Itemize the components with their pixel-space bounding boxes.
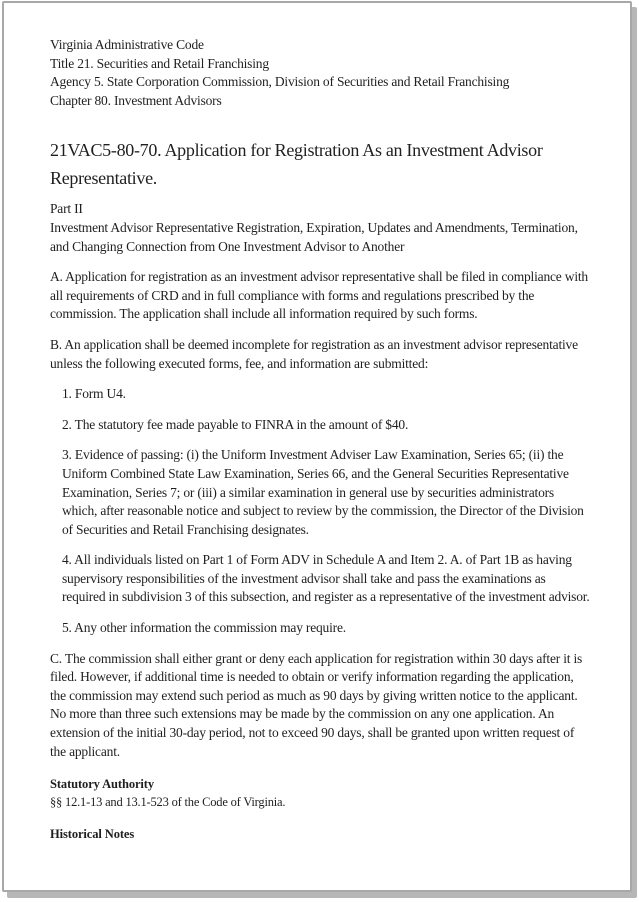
list-item-4: 4. All individuals listed on Part 1 of Form ADV in Schedule A and Item 2. A. of Part 1B as having supervisory responsibilities of the investment advisor shall take and pass the examinations as required in subdivision 3 of this subsection, and register as a representative of the investment advisor. [62,552,590,605]
header-line-chapter: Chapter 80. Investment Advisors [50,92,222,108]
header-line-code: Virginia Administrative Code [50,37,204,52]
part-description: Investment Advisor Representative Registration, Expiration, Updates and Amendments, Termination, and Changing Connection from One Investment Advisor to Another [50,219,578,254]
list-item-1: 1. Form U4. [62,386,126,402]
statutory-authority-citation: §§ 12.1-13 and 13.1-523 of the Code of Virginia. [50,795,286,810]
paragraph-a: A. Application for registration as an investment advisor representative shall be filed in compliance with all requirements of CRD and in full compliance with forms and regulations prescribed by the commission. The application shall include all information required by such forms. [50,269,588,322]
paragraph-b: B. An application shall be deemed incomplete for registration as an investment advisor representative unless the following executed forms, fee, and information are submitted: [50,336,578,371]
statutory-authority-heading: Statutory Authority [50,777,155,792]
section-title: 21VAC5-80-70. Application for Registration As an Investment Advisor Representative. [50,140,543,189]
requirements-list [62,385,590,638]
list-item-3: 3. Evidence of passing: (i) the Uniform Investment Adviser Law Examination, Series 65; (ii) the Uniform Combined State Law Examination, Series 66, and the General Securities Representative Examination, Series 7; or (iii) a similar examination in general use by securities administrators which, after reasonable notice and subject to review by the commission, the Director of the Division of Securities and Retail Franchising designates. [62,447,584,537]
list-item-5: 5. Any other information the commission may require. [62,620,346,636]
header-line-agency: Agency 5. State Corporation Commission, Division of Securities and Retail Franchising [50,74,510,90]
part-block [50,200,590,256]
historical-notes-heading: Historical Notes [50,827,135,842]
paragraph-c: C. The commission shall either grant or deny each application for registration within 30 days after it is filed. However, if additional time is needed to obtain or verify information regarding the application, the commission may extend such period as much as 90 days by giving written notice to the applicant. No more than three such extensions may be made by the commission on any one application. An extension of the initial 30-day period, not to exceed 90 days, shall be granted upon written request of the applicant. [50,650,583,759]
part-heading: Part II [50,201,83,217]
document-page [2,1,632,892]
list-item-2: 2. The statutory fee made payable to FINRA in the amount of $40. [62,416,409,432]
document-content [4,3,630,890]
header-line-title21: Title 21. Securities and Retail Franchising [50,55,269,71]
document-header [50,36,590,110]
